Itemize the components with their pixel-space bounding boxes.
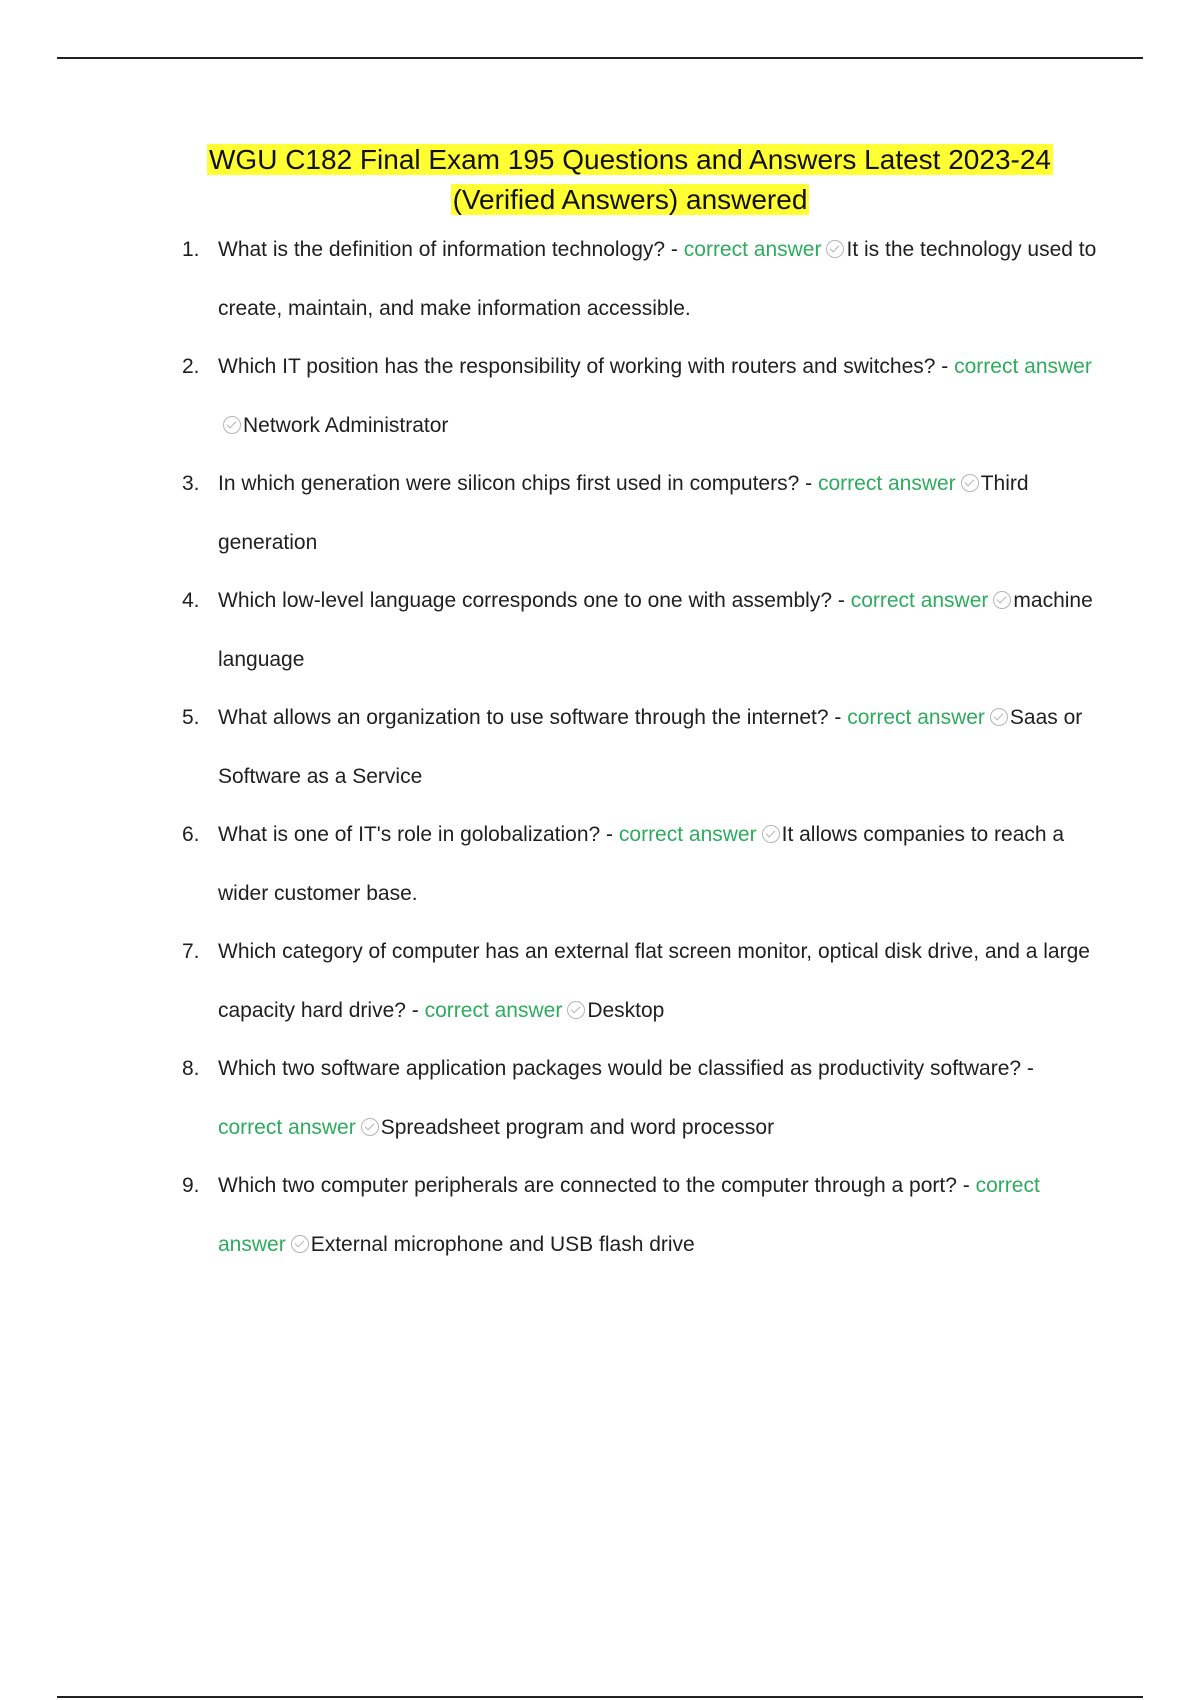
qa-item bbox=[160, 337, 1100, 455]
answer-text: It is the technology used to create, maintain, and make information accessible. bbox=[218, 238, 1097, 320]
separator: - bbox=[832, 589, 851, 612]
check-circle-icon bbox=[826, 240, 844, 258]
top-rule bbox=[57, 57, 1143, 59]
question-text: What allows an organization to use software through the internet? bbox=[218, 706, 829, 729]
separator: - bbox=[405, 999, 425, 1022]
document-page bbox=[160, 140, 1100, 1273]
qa-number: 7. bbox=[182, 940, 200, 963]
correct-answer-label: correct answer bbox=[683, 238, 822, 261]
separator: - bbox=[935, 355, 955, 378]
answer-text: Network Administrator bbox=[243, 414, 449, 437]
separator: - bbox=[799, 472, 818, 495]
qa-item bbox=[160, 922, 1100, 1040]
question-text: What is the definition of information technology? bbox=[218, 238, 666, 261]
separator: - bbox=[600, 823, 619, 846]
correct-answer-label: correct answer bbox=[218, 1116, 356, 1139]
check-circle-icon bbox=[223, 416, 241, 434]
correct-answer-label: correct answer bbox=[218, 1174, 1040, 1256]
answer-text: Saas or Software as a Service bbox=[218, 706, 1083, 788]
separator: - bbox=[1021, 1057, 1034, 1080]
answer-text: It allows companies to reach a wider customer base. bbox=[218, 823, 1065, 905]
answer-text: External microphone and USB flash drive bbox=[310, 1233, 695, 1256]
question-text: In which generation were silicon chips first used in computers? bbox=[218, 472, 800, 495]
question-text: Which two software application packages would be classified as productivity software? bbox=[218, 1057, 1022, 1080]
title-line-2: (Verified Answers) answered bbox=[452, 184, 808, 215]
qa-number: 8. bbox=[182, 1057, 200, 1080]
question-text: Which low-level language corresponds one to one with assembly? bbox=[218, 589, 833, 612]
separator: - bbox=[828, 706, 848, 729]
qa-item bbox=[160, 1039, 1100, 1157]
question-text: What is one of IT's role in golobalization? bbox=[218, 823, 601, 846]
qa-item bbox=[160, 688, 1100, 806]
check-circle-icon bbox=[762, 825, 780, 843]
answer-text: Spreadsheet program and word processor bbox=[380, 1116, 775, 1139]
bottom-rule bbox=[57, 1696, 1143, 1698]
correct-answer-label: correct answer bbox=[424, 999, 563, 1022]
check-circle-icon bbox=[361, 1118, 379, 1136]
question-text: Which category of computer has an external flat screen monitor, optical disk drive, and a large capacity hard drive? bbox=[218, 940, 1090, 1022]
check-circle-icon bbox=[993, 591, 1011, 609]
correct-answer-label: correct answer bbox=[850, 589, 989, 612]
question-text: Which IT position has the responsibility of working with routers and switches? bbox=[218, 355, 936, 378]
correct-answer-label: correct answer bbox=[954, 355, 1092, 378]
check-circle-icon bbox=[567, 1001, 585, 1019]
title-line-1: WGU C182 Final Exam 195 Questions and Answers Latest 2023-24 bbox=[209, 144, 1051, 175]
answer-text: Third generation bbox=[218, 472, 1029, 554]
qa-item bbox=[160, 1156, 1100, 1274]
check-circle-icon bbox=[961, 474, 979, 492]
qa-number: 2. bbox=[182, 355, 200, 378]
qa-number: 3. bbox=[182, 472, 200, 495]
document-title bbox=[160, 140, 1100, 220]
separator: - bbox=[956, 1174, 976, 1197]
answer-text: machine language bbox=[218, 589, 1093, 671]
question-text: Which two computer peripherals are connected to the computer through a port? bbox=[218, 1174, 957, 1197]
answer-text: Desktop bbox=[587, 999, 665, 1022]
qa-item bbox=[160, 220, 1100, 338]
qa-number: 4. bbox=[182, 589, 200, 612]
qa-number: 1. bbox=[182, 238, 200, 261]
correct-answer-label: correct answer bbox=[618, 823, 757, 846]
qa-item bbox=[160, 571, 1100, 689]
qa-list bbox=[160, 220, 1100, 1274]
correct-answer-label: correct answer bbox=[817, 472, 956, 495]
qa-number: 9. bbox=[182, 1174, 200, 1197]
correct-answer-label: correct answer bbox=[847, 706, 985, 729]
check-circle-icon bbox=[291, 1235, 309, 1253]
check-circle-icon bbox=[990, 708, 1008, 726]
qa-number: 5. bbox=[182, 706, 200, 729]
qa-item bbox=[160, 805, 1100, 923]
qa-item bbox=[160, 454, 1100, 572]
qa-number: 6. bbox=[182, 823, 200, 846]
separator: - bbox=[665, 238, 684, 261]
